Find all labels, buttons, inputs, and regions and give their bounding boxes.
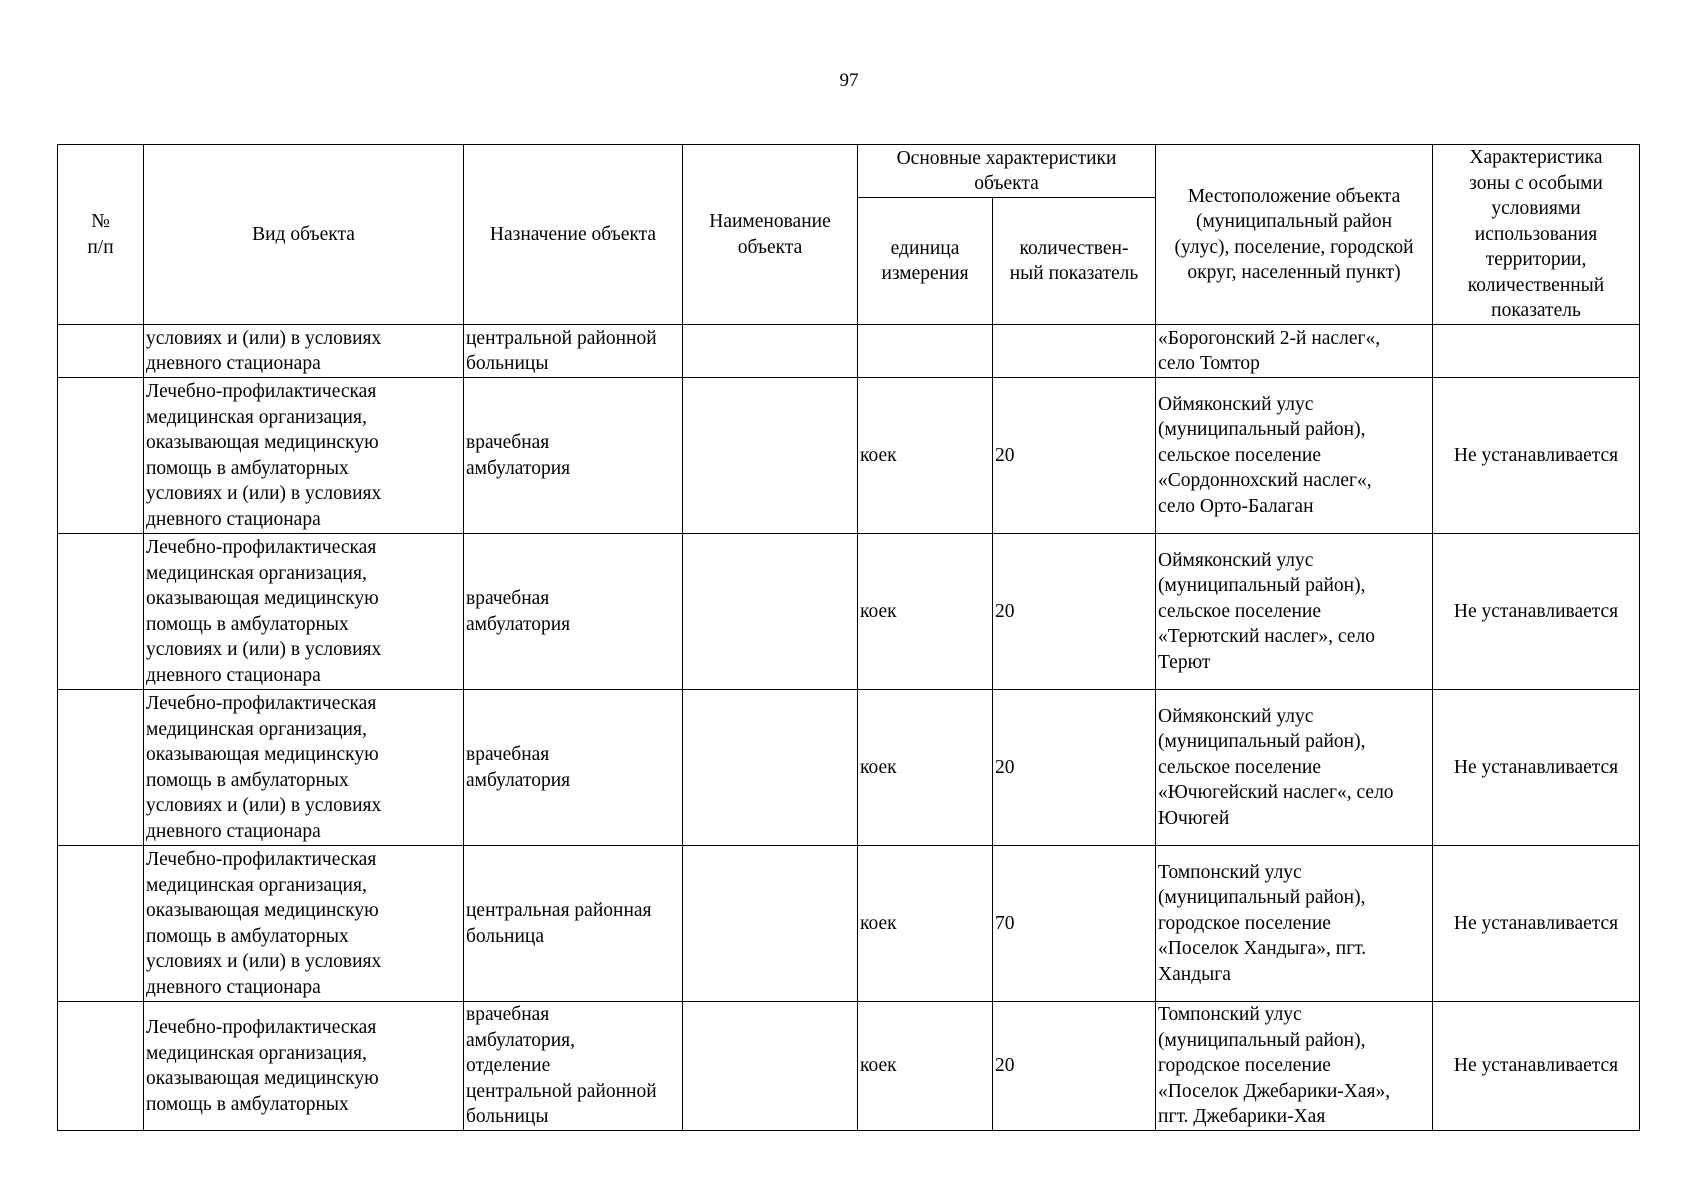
table-row xyxy=(58,534,1640,690)
cell-object-purpose xyxy=(464,325,683,378)
header-location-line: (улус), поселение, городской xyxy=(1174,236,1414,258)
cell-object-type-line: оказывающая медицинскую xyxy=(146,900,379,921)
cell-object-type-line: условиях и (или) в условиях xyxy=(146,795,382,816)
cell-object-type-line: Лечебно-профилактическая xyxy=(146,381,377,402)
header-zone-line: территории, xyxy=(1485,249,1587,271)
cell-object-type-line: условиях и (или) в условиях xyxy=(146,951,382,972)
cell-object-purpose xyxy=(464,846,683,1002)
cell-object-name xyxy=(683,690,858,846)
cell-object-type-line: дневного стационара xyxy=(146,664,321,686)
cell-unit: коек xyxy=(858,534,993,690)
cell-location-line: сельское поселение xyxy=(1158,600,1321,622)
cell-location-line: «Ючюгейский наслег«, село xyxy=(1158,782,1394,804)
cell-object-type-line: Лечебно-профилактическая xyxy=(146,693,377,714)
cell-object-type-line: Лечебно-профилактическая xyxy=(146,849,377,870)
cell-location-line: «Терютский наслег», село xyxy=(1158,626,1375,648)
table-row xyxy=(58,690,1640,846)
cell-object-purpose xyxy=(464,534,683,690)
header-object-type: Вид объекта xyxy=(144,145,464,325)
cell-object-purpose-line: амбулатория xyxy=(466,769,571,791)
cell-object-purpose xyxy=(464,1002,683,1131)
header-num xyxy=(58,145,144,325)
cell-object-purpose xyxy=(464,378,683,534)
cell-object-type-line: помощь в амбулаторных xyxy=(146,925,349,947)
cell-location-line: «Поселок Джебарики-Хая», xyxy=(1158,1080,1391,1102)
cell-location-line: (муниципальный район), xyxy=(1158,887,1366,909)
cell-object-name xyxy=(683,534,858,690)
cell-location-line: сельское поселение xyxy=(1158,756,1321,778)
cell-object-type-line: медицинская организация, xyxy=(146,562,367,584)
cell-object-type-line: помощь в амбулаторных xyxy=(146,613,349,635)
cell-quantity: 20 xyxy=(993,534,1156,690)
cell-location xyxy=(1156,325,1433,378)
cell-location xyxy=(1156,690,1433,846)
cell-object-type xyxy=(144,378,464,534)
header-quantity-line: ный показатель xyxy=(1009,263,1139,284)
cell-object-type xyxy=(144,1002,464,1131)
cell-location-line: Оймяконский улус xyxy=(1158,393,1314,415)
cell-object-type-line: условиях и (или) в условиях xyxy=(146,639,382,660)
header-zone-line: показатель xyxy=(1491,300,1581,322)
cell-location-line: Оймяконский улус xyxy=(1158,705,1314,727)
header-quantity-line: количествен- xyxy=(1019,237,1129,259)
cell-zone: Не устанавливается xyxy=(1433,378,1640,534)
cell-num xyxy=(58,378,144,534)
cell-object-type-line: дневного стационара xyxy=(146,976,321,998)
header-object-name xyxy=(683,145,858,325)
cell-location-line: Хандыга xyxy=(1158,963,1231,985)
cell-num xyxy=(58,690,144,846)
cell-location xyxy=(1156,846,1433,1002)
header-zone-line: использования xyxy=(1474,223,1598,245)
header-main-chars-line: объекта xyxy=(974,173,1039,194)
cell-location xyxy=(1156,1002,1433,1131)
header-location-line: (муниципальный район xyxy=(1195,211,1393,232)
cell-object-purpose-line: отделение xyxy=(466,1055,551,1077)
cell-object-type-line: условиях и (или) в условиях xyxy=(146,483,382,504)
cell-object-purpose-line: больницы xyxy=(466,1106,549,1128)
cell-num xyxy=(58,1002,144,1131)
table-body xyxy=(58,325,1640,1131)
cell-object-purpose-line: больницы xyxy=(466,353,549,374)
cell-location-line: (муниципальный район), xyxy=(1158,575,1366,597)
cell-quantity: 20 xyxy=(993,1002,1156,1131)
cell-object-type xyxy=(144,325,464,378)
cell-object-type-line: помощь в амбулаторных xyxy=(146,769,349,791)
header-location-line: округ, населенный пункт) xyxy=(1187,262,1401,283)
cell-object-purpose-line: больница xyxy=(466,925,544,947)
cell-location xyxy=(1156,534,1433,690)
cell-location-line: село Орто-Балаган xyxy=(1158,495,1314,517)
cell-location-line: Томпонский улус xyxy=(1158,861,1302,883)
cell-object-type-line: медицинская организация, xyxy=(146,718,367,740)
cell-object-purpose-line: центральной районной xyxy=(466,327,657,349)
cell-object-name xyxy=(683,846,858,1002)
table-row xyxy=(58,325,1640,378)
cell-unit: коек xyxy=(858,1002,993,1131)
cell-location-line: городское поселение xyxy=(1158,912,1331,934)
cell-location-line: (муниципальный район), xyxy=(1158,419,1366,441)
cell-quantity: 20 xyxy=(993,690,1156,846)
header-name-line: объекта xyxy=(737,236,803,258)
cell-object-name xyxy=(683,325,858,378)
header-location xyxy=(1156,145,1433,325)
page-number: 97 xyxy=(839,70,859,91)
cell-unit: коек xyxy=(858,378,993,534)
cell-num xyxy=(58,846,144,1002)
cell-object-type-line: оказывающая медицинскую xyxy=(146,744,379,765)
table-row xyxy=(58,378,1640,534)
cell-zone: Не устанавливается xyxy=(1433,846,1640,1002)
cell-object-purpose-line: врачебная xyxy=(466,1004,550,1026)
header-name-line: Наименование xyxy=(709,211,831,232)
cell-quantity xyxy=(993,325,1156,378)
cell-unit: коек xyxy=(858,690,993,846)
cell-object-purpose-line: амбулатория, xyxy=(466,1029,575,1051)
cell-object-type-line: дневного стационара xyxy=(146,820,321,842)
cell-object-purpose-line: амбулатория xyxy=(466,457,571,479)
cell-location-line: Томпонский улус xyxy=(1158,1004,1302,1026)
cell-object-type-line: оказывающая медицинскую xyxy=(146,432,379,453)
cell-object-type-line: помощь в амбулаторных xyxy=(146,457,349,479)
cell-location-line: сельское поселение xyxy=(1158,444,1321,466)
cell-object-type-line: медицинская организация, xyxy=(146,874,367,896)
header-zone-line: зоны с особыми xyxy=(1469,172,1603,194)
cell-location-line: (муниципальный район), xyxy=(1158,731,1366,753)
header-zone-line: условиями xyxy=(1491,198,1581,220)
cell-object-type xyxy=(144,690,464,846)
cell-zone: Не устанавливается xyxy=(1433,1002,1640,1131)
header-zone xyxy=(1433,145,1640,325)
cell-zone xyxy=(1433,325,1640,378)
header-num-line: п/п xyxy=(87,236,114,258)
header-zone-line: Характеристика xyxy=(1469,147,1603,169)
header-unit-line: единица xyxy=(890,237,960,259)
header-unit-line: измерения xyxy=(881,263,969,284)
table-row xyxy=(58,846,1640,1002)
cell-location-line: Ючюгей xyxy=(1158,807,1230,829)
cell-num xyxy=(58,534,144,690)
cell-object-type-line: медицинская организация, xyxy=(146,406,367,428)
header-unit xyxy=(858,198,993,325)
cell-location-line: «Борогонский 2-й наслег«, xyxy=(1158,327,1381,349)
cell-location-line: «Поселок Хандыга», пгт. xyxy=(1158,938,1367,960)
cell-object-purpose-line: центральная районная xyxy=(466,900,652,921)
cell-object-type-line: Лечебно-профилактическая xyxy=(146,1017,377,1038)
cell-unit xyxy=(858,325,993,378)
cell-object-name xyxy=(683,1002,858,1131)
objects-table xyxy=(57,144,1640,1131)
cell-object-purpose-line: центральной районной xyxy=(466,1080,657,1102)
header-object-purpose: Назначение объекта xyxy=(464,145,683,325)
cell-object-purpose-line: врачебная xyxy=(466,744,550,765)
cell-location xyxy=(1156,378,1433,534)
cell-location-line: пгт. Джебарики-Хая xyxy=(1158,1106,1326,1128)
header-quantity xyxy=(993,198,1156,325)
cell-object-name xyxy=(683,378,858,534)
cell-quantity: 20 xyxy=(993,378,1156,534)
cell-object-type-line: Лечебно-профилактическая xyxy=(146,537,377,558)
cell-location-line: «Сордоннохский наслег«, xyxy=(1158,470,1372,492)
header-num-line: № xyxy=(91,211,110,232)
cell-location-line: городское поселение xyxy=(1158,1055,1331,1077)
header-main-chars-line: Основные характеристики xyxy=(896,147,1117,169)
cell-location-line: Терют xyxy=(1158,651,1211,673)
cell-location-line: Оймяконский улус xyxy=(1158,549,1314,571)
cell-quantity: 70 xyxy=(993,846,1156,1002)
table-row xyxy=(58,1002,1640,1131)
header-zone-line: количественный xyxy=(1467,274,1605,296)
cell-zone: Не устанавливается xyxy=(1433,534,1640,690)
cell-object-type xyxy=(144,846,464,1002)
header-main-characteristics xyxy=(858,145,1156,198)
cell-unit: коек xyxy=(858,846,993,1002)
header-location-line: Местоположение объекта xyxy=(1187,185,1401,207)
cell-zone: Не устанавливается xyxy=(1433,690,1640,846)
cell-location-line: (муниципальный район), xyxy=(1158,1029,1366,1051)
cell-object-type xyxy=(144,534,464,690)
cell-num xyxy=(58,325,144,378)
cell-object-type-line: дневного стационара xyxy=(146,508,321,530)
cell-object-purpose-line: врачебная xyxy=(466,588,550,609)
cell-object-type-line: оказывающая медицинскую xyxy=(146,1068,379,1089)
cell-location-line: село Томтор xyxy=(1158,353,1260,374)
cell-object-purpose-line: амбулатория xyxy=(466,613,571,635)
table-header xyxy=(58,145,1640,325)
cell-object-type-line: медицинская организация, xyxy=(146,1042,367,1064)
cell-object-type-line: помощь в амбулаторных xyxy=(146,1093,349,1115)
cell-object-type-line: условиях и (или) в условиях xyxy=(146,327,382,349)
cell-object-type-line: оказывающая медицинскую xyxy=(146,588,379,609)
cell-object-purpose xyxy=(464,690,683,846)
cell-object-purpose-line: врачебная xyxy=(466,432,550,453)
cell-object-type-line: дневного стационара xyxy=(146,353,321,374)
